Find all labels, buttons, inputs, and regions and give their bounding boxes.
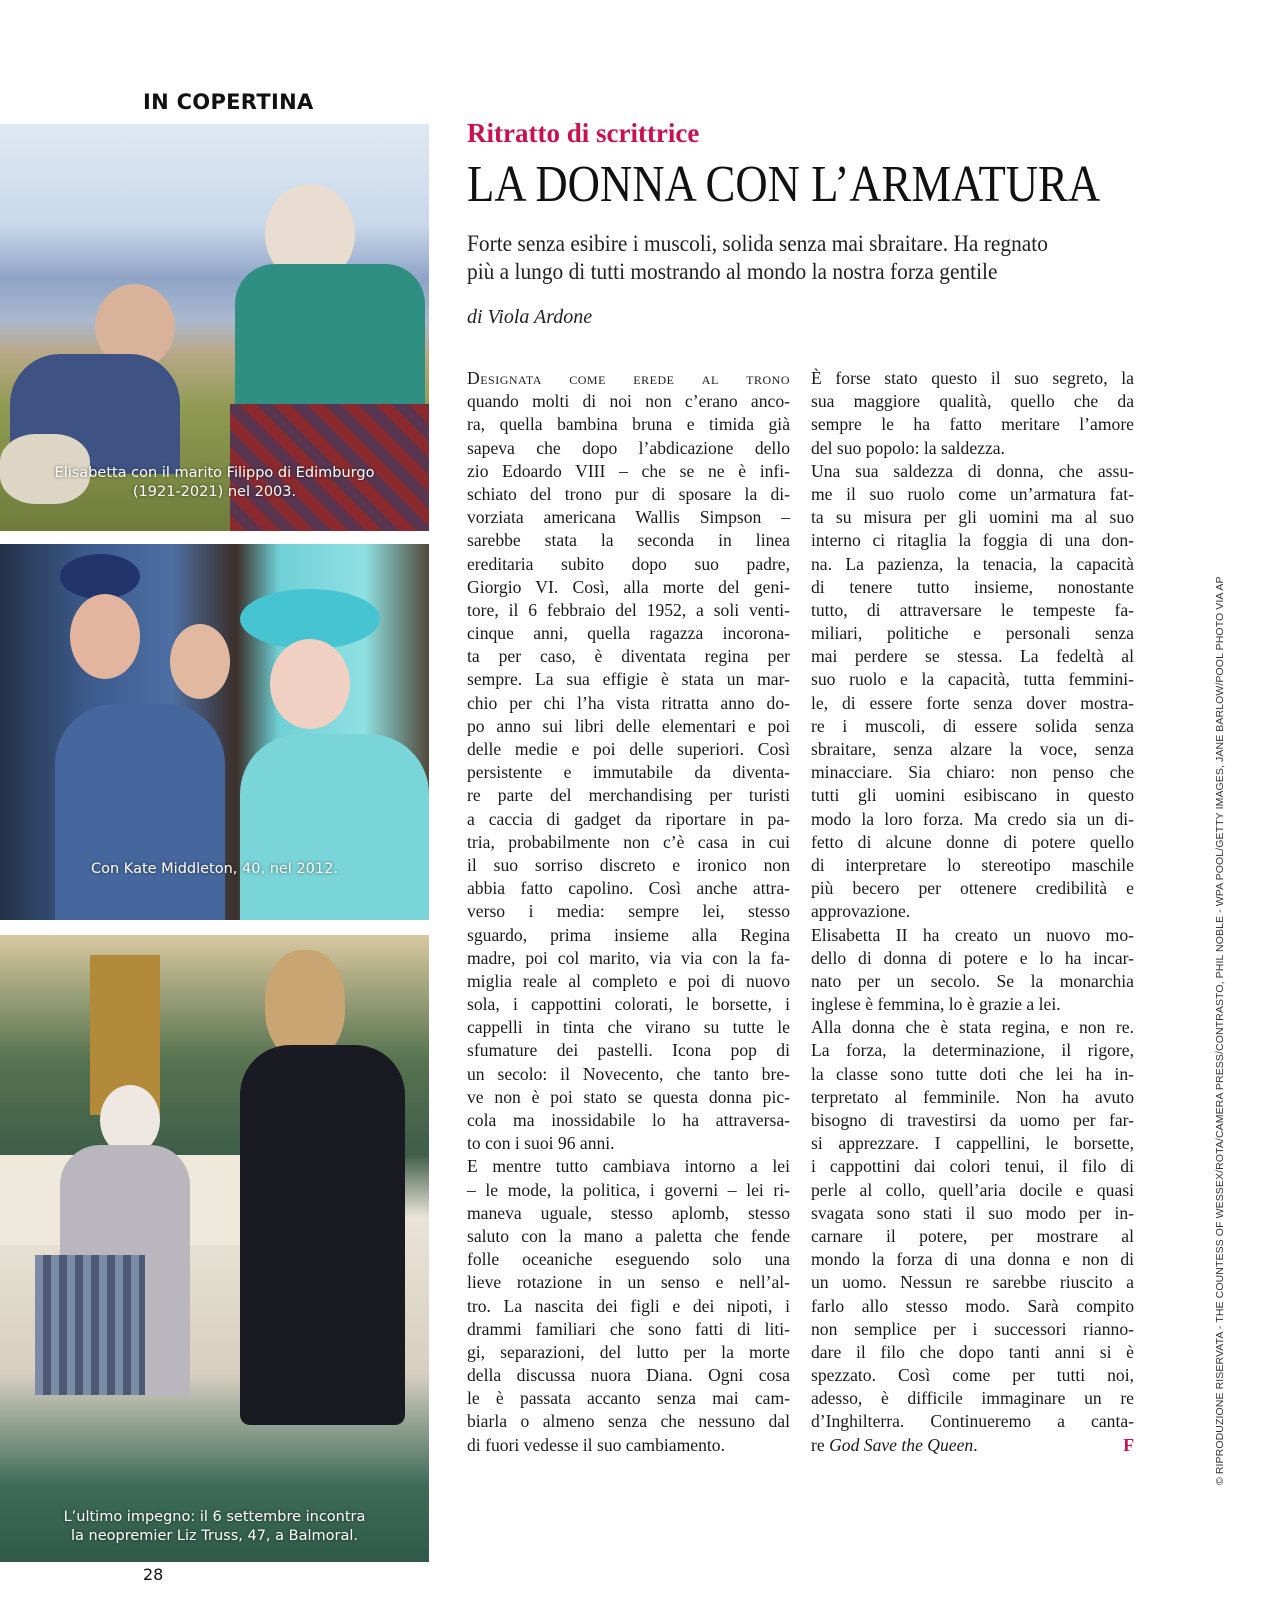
body-line: fetto di alcune donne di potere quello: [811, 831, 1134, 852]
body-line: saluto con la mano a paletta che fende: [467, 1225, 790, 1246]
caption-line: (1921-2021) nel 2003.: [132, 484, 297, 500]
closing-line: [811, 1434, 1134, 1457]
body-line: delle medie e poi delle superiori. Così: [467, 739, 790, 759]
body-line: tutti gli uomini esibiscano in questo: [811, 785, 1134, 806]
body-line: persistente e immutabile da diventa-: [467, 762, 790, 783]
body-line: ta per caso, è diventata regina per: [467, 646, 790, 667]
photo-caption: [0, 464, 429, 502]
body-line: svagata sono stati il suo modo per in-: [811, 1202, 1134, 1223]
body-line: gi, separazioni, del lutto per la morte: [467, 1341, 790, 1362]
body-line: dare il filo che dopo tanti anni si è: [811, 1341, 1134, 1362]
body-line: mai perdere se stessa. La fedeltà al: [811, 646, 1134, 667]
closing-prefix: re: [811, 1434, 830, 1455]
photo-caption: [0, 860, 429, 879]
body-line: ta su misura per gli uomini ma al suo: [811, 507, 1134, 528]
body-line: – le mode, la politica, i governi – lei ri-: [467, 1179, 790, 1200]
end-mark: F: [1123, 1434, 1134, 1455]
body-line: spezzato. Così come per tutti noi,: [811, 1365, 1134, 1386]
body-line: drammi familiari che sono fatti di liti-: [467, 1318, 790, 1339]
body-line: di fuori vedesse il suo cambiamento.: [467, 1434, 725, 1455]
page-number: 28: [143, 1565, 164, 1584]
body-line: cinque anni, quella ragazza incorona-: [467, 623, 790, 644]
section-label: IN COPERTINA: [143, 90, 314, 114]
photo-elisabetta-filippo: [0, 124, 429, 531]
body-line: di interpretare lo stereotipo maschile: [811, 854, 1134, 875]
body-line: nato per un secolo. Se la monarchia: [811, 970, 1134, 991]
article-deck: [467, 230, 1048, 286]
body-line: folle oceaniche eseguendo solo una: [467, 1249, 790, 1270]
body-line: d’Inghilterra. Continueremo a canta-: [811, 1411, 1134, 1432]
body-line: tro. La nascita dei figli e dei nipoti, i: [467, 1295, 790, 1316]
body-line: del suo popolo: la saldezza.: [811, 437, 1005, 458]
body-line: ereditaria subito dopo suo padre,: [467, 553, 790, 574]
body-line: po anno sui libri delle elementari e poi: [467, 715, 790, 736]
body-line: re parte del merchandising per turisti: [467, 785, 790, 806]
body-line: sua maggiore qualità, quello che da: [811, 391, 1134, 412]
body-line: adesso, è difficile immaginare un re: [811, 1388, 1134, 1409]
body-line: sfumature dei pastelli. Icona pop di: [467, 1040, 790, 1061]
caption-line: la neopremier Liz Truss, 47, a Balmoral.: [71, 1528, 358, 1544]
body-line: sempre. La sua effigie è stata un mar-: [467, 669, 790, 690]
deck-line: Forte senza esibire i muscoli, solida senza mai sbraitare. Ha regnato: [467, 231, 1048, 256]
body-line: me il suo ruolo come un’armatura fat-: [811, 483, 1134, 504]
photo-caption: [0, 1508, 429, 1546]
body-line: sapeva che dopo l’abdicazione dello: [467, 437, 790, 458]
closing-suffix: .: [973, 1434, 978, 1455]
body-line: re i muscoli, di essere solida senza: [811, 715, 1134, 736]
body-line: miglia reale al completo e poi di nuovo: [467, 970, 790, 991]
body-line: farlo allo stesso modo. Sarà compito: [811, 1295, 1134, 1316]
body-line: Giorgio VI. Così, alla morte del geni-: [467, 576, 790, 597]
body-line: Una sua saldezza di donna, che assu-: [811, 460, 1134, 481]
body-line: perle al collo, quell’aria docile e quasi: [811, 1179, 1134, 1200]
body-line: sola, i cappottini colorati, le borsette, i: [467, 994, 790, 1015]
body-line: tria, probabilmente non c’è casa in cui: [467, 831, 790, 852]
body-line: miliari, politiche e personali senza: [811, 623, 1134, 644]
body-line: non semplice per i successori rianno-: [811, 1318, 1134, 1339]
body-line: ra, quella bambina bruna e timida già: [467, 414, 790, 435]
body-line: vorziata americana Wallis Simpson –: [467, 507, 790, 528]
body-line: minacciare. Sia chiaro: non penso che: [811, 762, 1134, 783]
song-title: God Save the Queen: [829, 1434, 974, 1455]
body-line: madre, poi col marito, via via con la fa-: [467, 947, 790, 968]
body-line: verso i media: sempre lei, stesso: [467, 901, 790, 922]
article-byline: di Viola Ardone: [467, 306, 593, 328]
body-line: il suo sorriso discreto e ironico non: [467, 854, 790, 875]
body-line: zio Edoardo VIII – che se ne è infi-: [467, 460, 790, 481]
body-line: schiato del trono pur di sposare la di-: [467, 483, 790, 504]
body-line: sarebbe stata la seconda in linea: [467, 530, 790, 551]
body-line: inglese è femmina, lo è grazie a lei.: [811, 994, 1061, 1015]
body-line: tore, il 6 febbraio del 1952, a soli venti-: [467, 599, 790, 620]
body-line: bisogno di travestirsi da uomo per far-: [811, 1110, 1134, 1130]
body-column-2: [811, 367, 1134, 1457]
body-line: maneva uguale, stesso aplomb, stesso: [467, 1202, 790, 1223]
body-line: na. La pazienza, la tenacia, la capacità: [811, 553, 1134, 574]
article-kicker: Ritratto di scrittrice: [467, 118, 700, 148]
body-line: i cappottini dai colori tenui, il filo di: [811, 1156, 1134, 1177]
body-line: tutto, di attraversare le tempeste fa-: [811, 599, 1134, 620]
body-line: le, di essere forte senza dover mostra-: [811, 692, 1134, 713]
body-line: a caccia di gadget da riportare in pa-: [467, 808, 790, 829]
body-line: un secolo: il Novecento, che tanto bre-: [467, 1063, 790, 1084]
body-line: suo ruolo e la capacità, tutta femmini-: [811, 669, 1134, 690]
body-line: la classe sono tutte doti che lei ha in-: [811, 1063, 1134, 1084]
body-line: Elisabetta II ha creato un nuovo mo-: [811, 924, 1134, 945]
body-line: più becero per ottenere credibilità e: [811, 878, 1134, 899]
body-line: quando molti di noi non c’erano anco-: [467, 391, 790, 412]
body-line: le è passata accanto senza mai cam-: [467, 1388, 790, 1409]
body-line: Designata come erede al trono: [467, 368, 790, 388]
photo-kate-middleton: [0, 544, 429, 920]
body-line: È forse stato questo il suo segreto, la: [811, 368, 1134, 388]
body-line: ve non è poi stato se questa donna pic-: [467, 1086, 790, 1107]
body-line: biarla o almeno senza che nessuno dal: [467, 1411, 790, 1432]
body-line: della discussa nuora Diana. Ogni cosa: [467, 1365, 790, 1386]
caption-line: Con Kate Middleton, 40, nel 2012.: [91, 861, 338, 877]
caption-line: L’ultimo impegno: il 6 settembre incontra: [63, 1509, 366, 1525]
body-line: cappelli in tinta che virano su tutte le: [467, 1017, 790, 1038]
body-line: sempre le ha fatto meritare l’amore: [811, 414, 1134, 435]
body-line: E mentre tutto cambiava intorno a lei: [467, 1156, 790, 1177]
body-line: cola ma inossidabile lo ha attraversa-: [467, 1110, 790, 1130]
body-line: modo la loro forza. Ma credo sia un di-: [811, 808, 1134, 829]
body-column-1: [467, 367, 790, 1457]
article-title: LA DONNA CON L’ARMATURA: [467, 156, 1101, 213]
caption-line: Elisabetta con il marito Filippo di Edimburgo: [54, 465, 375, 481]
body-line: interno ci ritaglia la foggia di una don-: [811, 530, 1134, 551]
body-line: di tenere tutto insieme, nonostante: [811, 576, 1134, 597]
body-line: mondo la forza di una donna e non di: [811, 1249, 1134, 1270]
body-line: si apprezzare. I cappellini, le borsette,: [811, 1133, 1134, 1154]
body-line: lieve rotazione in un senso e nell’al-: [467, 1272, 790, 1293]
body-line: chio per chi l’ha vista ritratta anno do-: [467, 692, 790, 713]
body-line: Alla donna che è stata regina, e non re.: [811, 1017, 1134, 1038]
deck-line: più a lungo di tutti mostrando al mondo la nostra forza gentile: [467, 259, 998, 284]
photo-credit: © RIPRODUZIONE RISERVATA - THE COUNTESS OF WESSEX/ROTA/CAMERA PRESS/CONTRASTO, PHIL NOBLE - WPA POOL/GETTY IMAGES, JANE BARLOW/POOL PHOTO VIA AP: [1214, 576, 1226, 1485]
body-line: un uomo. Nessun re sarebbe riuscito a: [811, 1272, 1134, 1293]
body-line: approvazione.: [811, 901, 911, 922]
body-line: to con i suoi 96 anni.: [467, 1133, 615, 1154]
body-line: sguardo, prima insieme alla Regina: [467, 924, 790, 945]
body-line: sbraitare, senza alzare la voce, senza: [811, 739, 1134, 759]
photo-liz-truss-balmoral: [0, 935, 429, 1562]
body-line: La forza, la determinazione, il rigore,: [811, 1040, 1134, 1061]
body-line: abbia fatto capolino. Così anche attra-: [467, 878, 790, 899]
body-line: terpretato al femminile. Non ha avuto: [811, 1086, 1134, 1107]
body-line: dello di donna di potere e lo ha incar-: [811, 947, 1134, 968]
body-line: carnare il potere, per mostrare al: [811, 1225, 1134, 1246]
